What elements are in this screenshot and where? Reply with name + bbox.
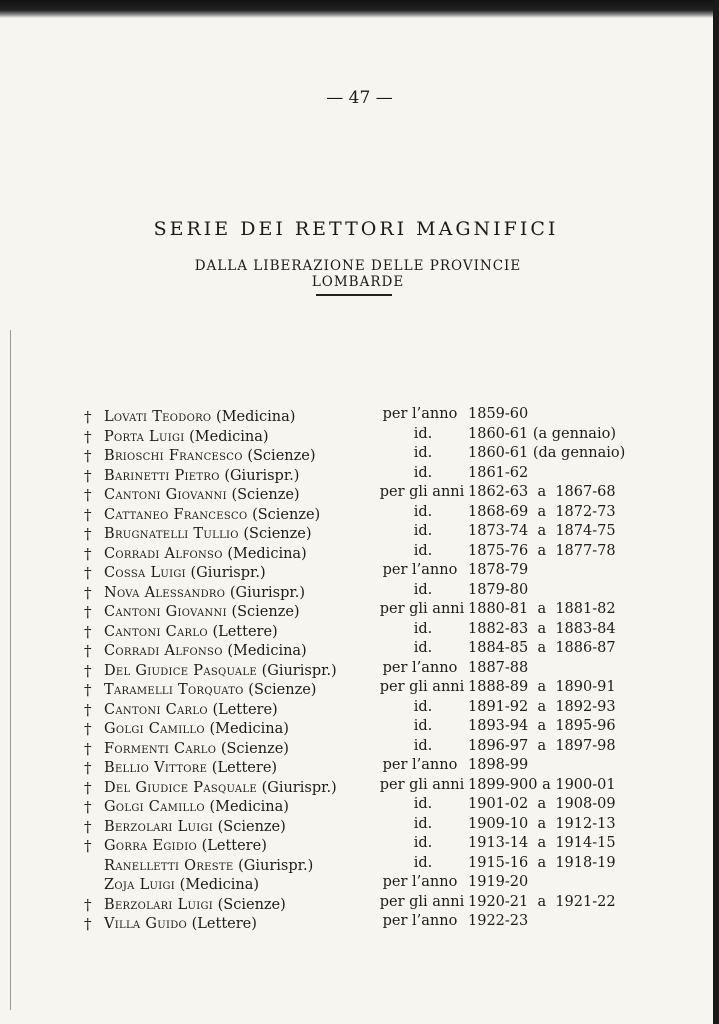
rector-name: Cattaneo Francesco [104,506,248,523]
scan-right-edge [713,0,719,1024]
rector-entry [104,858,313,874]
table-row [84,718,644,738]
rector-entry [104,409,295,425]
term-label: per l’anno [382,874,458,890]
rector-entry [104,838,267,854]
term-label: per gli anni [379,776,465,793]
term-years: 1922-23 [468,913,529,929]
term-years: 1887-88 [468,659,529,676]
term-label: id. [413,581,433,598]
rector-name: Ranelletti Oreste [104,857,234,874]
scan-top-edge [0,0,719,18]
rector-name: Berzolari Luigi [104,818,214,835]
rector-faculty: (Giurispr.) [261,662,337,679]
deceased-cross-icon: † [84,837,92,855]
rector-faculty: (Medicina) [179,877,260,893]
table-row [84,835,644,855]
deceased-cross-icon: † [84,778,92,797]
rector-name: Cantoni Carlo [104,701,208,718]
rector-name: Corradi Alfonso [104,545,223,562]
term-years: 1899-900 a 1900-01 [468,776,616,793]
deceased-cross-icon: † [84,622,92,641]
term-label: id. [413,445,433,461]
rector-entry [104,702,278,718]
table-row [84,855,644,875]
term-years: 1898-99 [468,757,529,773]
table-row [84,621,644,641]
rector-name: Cantoni Carlo [104,623,208,640]
rector-name: Formenti Carlo [104,740,217,757]
rector-faculty: (Scienze) [231,487,300,503]
deceased-cross-icon: † [84,681,92,699]
rector-list [84,406,644,933]
rector-entry [104,448,316,464]
term-years: 1915-16 a 1918-19 [468,854,616,871]
table-row [84,562,644,582]
rector-faculty: (Scienze) [220,740,289,757]
rector-entry [104,507,320,523]
table-row [84,523,644,543]
rector-name: Gorra Egidio [104,838,197,854]
rector-entry [104,585,305,601]
rector-entry [104,526,312,542]
term-label: id. [413,542,433,559]
scan-left-edge [10,330,11,1010]
rector-entry [104,604,300,620]
term-label: per gli anni [379,679,465,695]
rector-faculty: (Scienze) [252,506,321,523]
rector-name: Golgi Camillo [104,799,205,815]
term-years: 1860-61 (a gennaio) [468,425,616,442]
term-label: id. [413,523,433,539]
title-divider [316,294,392,296]
rector-faculty: (Giurispr.) [261,779,337,796]
rector-faculty: (Scienze) [243,526,312,542]
page-number: — 47 — [326,88,393,108]
table-row [84,738,644,758]
term-years: 1862-63 a 1867-68 [468,484,616,500]
term-years: 1888-89 a 1890-91 [468,679,616,695]
deceased-cross-icon: † [84,759,92,777]
rector-entry [104,741,289,757]
term-years: 1880-81 a 1881-82 [468,601,616,617]
rector-name: Cantoni Giovanni [104,604,227,620]
rector-entry [104,721,289,737]
rector-name: Barinetti Pietro [104,467,220,484]
term-label: per gli anni [379,893,465,910]
term-years: 1879-80 [468,581,529,598]
term-years: 1893-94 a 1895-96 [468,718,616,734]
table-row [84,465,644,485]
term-label: id. [413,620,433,637]
term-label: id. [413,835,433,851]
table-row [84,660,644,680]
rector-entry [104,877,259,893]
term-label: id. [413,640,433,656]
term-years: 1920-21 a 1921-22 [468,893,616,910]
deceased-cross-icon: † [84,817,92,836]
term-label: id. [413,425,433,442]
deceased-cross-icon: † [84,739,92,758]
term-years: 1861-62 [468,464,529,481]
term-years: 1901-02 a 1908-09 [468,796,616,812]
deceased-cross-icon: † [84,798,92,816]
term-years: 1884-85 a 1886-87 [468,640,616,656]
table-row [84,504,644,524]
term-years: 1860-61 (da gennaio) [468,445,626,461]
rector-name: Zoja Luigi [104,877,176,893]
term-years: 1913-14 a 1914-15 [468,835,616,851]
term-label: id. [413,796,433,812]
rector-name: Porta Luigi [104,428,185,445]
deceased-cross-icon: † [84,564,92,582]
rector-entry [104,643,307,659]
table-row [84,406,644,426]
term-label: id. [413,503,433,520]
rector-faculty: (Giurispr.) [229,584,305,601]
table-row [84,777,644,797]
rector-name: Brugnatelli Tullio [104,526,239,542]
deceased-cross-icon: † [84,466,92,485]
page-subtitle: DALLA LIBERAZIONE DELLE PROVINCIE LOMBARDE [194,258,522,290]
table-row [84,874,644,894]
term-years: 1878-79 [468,562,529,578]
rector-faculty: (Scienze) [248,682,317,698]
rector-entry [104,897,286,913]
rector-entry [104,429,269,445]
rector-entry [104,546,307,562]
deceased-cross-icon: † [84,583,92,602]
deceased-cross-icon: † [84,915,92,933]
rector-faculty: (Scienze) [217,896,286,913]
deceased-cross-icon: † [84,525,92,543]
page-title: SERIE DEI RETTORI MAGNIFICI [153,218,559,240]
deceased-cross-icon: † [84,700,92,719]
rector-faculty: (Lettere) [212,701,278,718]
rector-faculty: (Giurispr.) [224,467,300,484]
rector-faculty: (Scienze) [231,604,300,620]
term-years: 1868-69 a 1872-73 [468,503,616,520]
rector-entry [104,916,257,932]
deceased-cross-icon: † [84,408,92,426]
table-row [84,913,644,933]
rector-faculty: (Lettere) [212,623,278,640]
rector-name: Golgi Camillo [104,721,205,737]
term-label: per l’anno [382,757,458,773]
term-label: id. [413,854,433,871]
table-row [84,816,644,836]
rector-name: Cossa Luigi [104,565,186,581]
rector-faculty: (Medicina) [209,799,289,815]
deceased-cross-icon: † [84,427,92,446]
term-years: 1882-83 a 1883-84 [468,620,616,637]
rector-faculty: (Medicina) [227,643,307,659]
table-row [84,640,644,660]
rector-entry [104,624,278,640]
term-label: id. [413,698,433,715]
deceased-cross-icon: † [84,720,92,738]
rector-faculty: (Scienze) [247,448,316,464]
rector-name: Del Giudice Pasquale [104,662,257,679]
table-row [84,543,644,563]
rector-name: Del Giudice Pasquale [104,779,257,796]
term-years: 1859-60 [468,406,529,422]
deceased-cross-icon: † [84,603,92,621]
table-row [84,757,644,777]
rector-faculty: (Medicina) [189,428,269,445]
table-row [84,601,644,621]
term-label: id. [413,464,433,481]
rector-faculty: (Giurispr.) [238,857,314,874]
rector-name: Corradi Alfonso [104,643,223,659]
deceased-cross-icon: † [84,544,92,563]
table-row [84,582,644,602]
rector-entry [104,780,337,796]
term-label: id. [413,737,433,754]
rector-entry [104,799,289,815]
term-label: per l’anno [382,562,458,578]
rector-faculty: (Giurispr.) [190,565,266,581]
term-label: per l’anno [382,913,458,929]
term-label: id. [413,718,433,734]
rector-faculty: (Scienze) [217,818,286,835]
table-row [84,445,644,465]
term-years: 1873-74 a 1874-75 [468,523,616,539]
rector-name: Villa Guido [104,916,188,932]
rector-name: Brioschi Francesco [104,448,243,464]
rector-name: Bellio Vittore [104,760,208,776]
term-years: 1896-97 a 1897-98 [468,737,616,754]
table-row [84,484,644,504]
rector-entry [104,682,316,698]
rector-faculty: (Lettere) [191,916,257,932]
rector-entry [104,760,277,776]
rector-faculty: (Medicina) [227,545,307,562]
table-row [84,894,644,914]
deceased-cross-icon: † [84,505,92,524]
term-label: id. [413,815,433,832]
term-years: 1891-92 a 1892-93 [468,698,616,715]
rector-entry [104,663,337,679]
rector-name: Lovati Teodoro [104,409,212,425]
rector-name: Taramelli Torquato [104,682,244,698]
deceased-cross-icon: † [84,486,92,504]
table-row [84,699,644,719]
rector-faculty: (Medicina) [209,721,289,737]
term-label: per gli anni [379,601,465,617]
rector-faculty: (Lettere) [211,760,278,776]
deceased-cross-icon: † [84,661,92,680]
deceased-cross-icon: † [84,895,92,914]
term-label: per gli anni [379,484,465,500]
rector-entry [104,565,266,581]
rector-faculty: (Medicina) [216,409,296,425]
term-years: 1875-76 a 1877-78 [468,542,616,559]
rector-name: Cantoni Giovanni [104,487,227,503]
term-years: 1909-10 a 1912-13 [468,815,616,832]
rector-faculty: (Lettere) [201,838,267,854]
rector-entry [104,487,300,503]
rector-name: Berzolari Luigi [104,896,214,913]
table-row [84,679,644,699]
term-years: 1919-20 [468,874,529,890]
deceased-cross-icon: † [84,447,92,465]
rector-entry [104,468,299,484]
rector-entry [104,819,286,835]
term-label: per l’anno [382,659,458,676]
deceased-cross-icon: † [84,642,92,660]
table-row [84,796,644,816]
rector-name: Nova Alessandro [104,584,226,601]
term-label: per l’anno [382,406,458,422]
table-row [84,426,644,446]
